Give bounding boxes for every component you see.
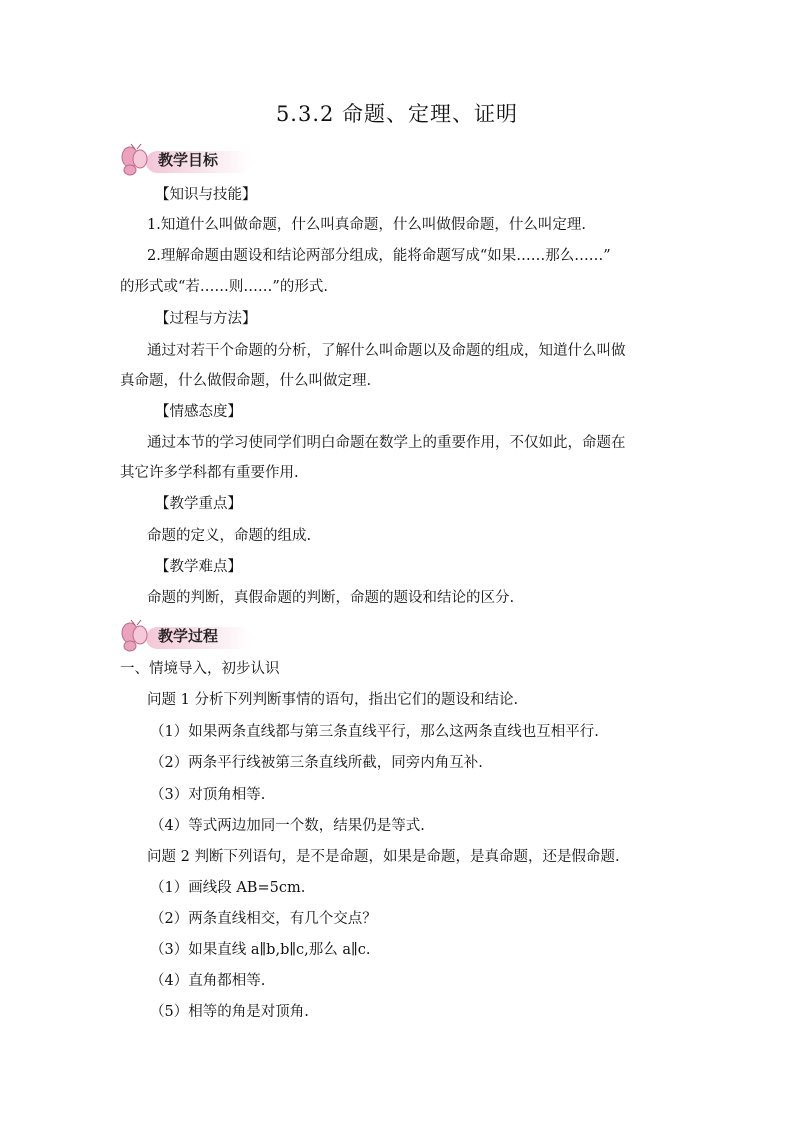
knowledge-heading: 【知识与技能】 <box>155 187 257 203</box>
knowledge-item-2b: 的形式或“若……则……”的形式. <box>120 279 328 295</box>
question-2-item: （1）画线段 AB=5cm. <box>150 880 306 896</box>
question-2-item: （4）直角都相等. <box>150 973 266 989</box>
section-heading-label: 教学目标 <box>158 151 219 169</box>
page-title: 5.3.2 命题、定理、证明 <box>275 102 519 126</box>
process-text-a: 通过对若干个命题的分析，了解什么叫命题以及命题的组成，知道什么叫做 <box>147 343 626 359</box>
difficulty-heading: 【教学难点】 <box>155 559 242 575</box>
question-2-item: （5）相等的角是对顶角. <box>150 1004 309 1020</box>
process-heading: 【过程与方法】 <box>155 311 257 327</box>
difficulty-text: 命题的判断，真假命题的判断，命题的题设和结论的区分. <box>147 590 515 606</box>
question-1-item: （1）如果两条直线都与第三条直线平行，那么这两条直线也互相平行. <box>150 724 599 740</box>
question-1-item: （2）两条平行线被第三条直线所截，同旁内角互补. <box>150 755 483 771</box>
question-2-item: （3）如果直线 a∥b,b∥c,那么 a∥c. <box>150 942 371 958</box>
question-1: 问题 1 分析下列判断事情的语句，指出它们的题设和结论. <box>147 692 519 708</box>
question-2-item: （2）两条直线相交，有几个交点？ <box>150 911 377 927</box>
section-heading-process <box>116 619 416 653</box>
question-1-item: （3）对顶角相等. <box>150 787 266 803</box>
part-1-heading: 一、情境导入，初步认识 <box>120 661 280 677</box>
process-text-b: 真命题，什么做假命题，什么叫做定理. <box>120 373 372 389</box>
section-heading-label: 教学过程 <box>158 627 219 645</box>
knowledge-item-1: 1.知道什么叫做命题，什么叫真命题，什么叫做假命题，什么叫定理. <box>147 217 586 233</box>
question-1-item: （4）等式两边加同一个数，结果仍是等式. <box>150 818 425 834</box>
section-heading-goals <box>116 143 416 177</box>
emotion-text-b: 其它许多学科都有重要作用. <box>120 465 299 481</box>
knowledge-item-2a: 2.理解命题由题设和结论两部分组成，能将命题写成“如果……那么……” <box>147 248 611 264</box>
emotion-text-a: 通过本节的学习使同学们明白命题在数学上的重要作用，不仅如此，命题在 <box>147 435 626 451</box>
emotion-heading: 【情感态度】 <box>155 404 242 420</box>
key-text: 命题的定义，命题的组成. <box>147 528 312 544</box>
question-2: 问题 2 判断下列语句，是不是命题，如果是命题，是真命题，还是假命题. <box>147 849 620 865</box>
key-heading: 【教学重点】 <box>155 496 242 512</box>
